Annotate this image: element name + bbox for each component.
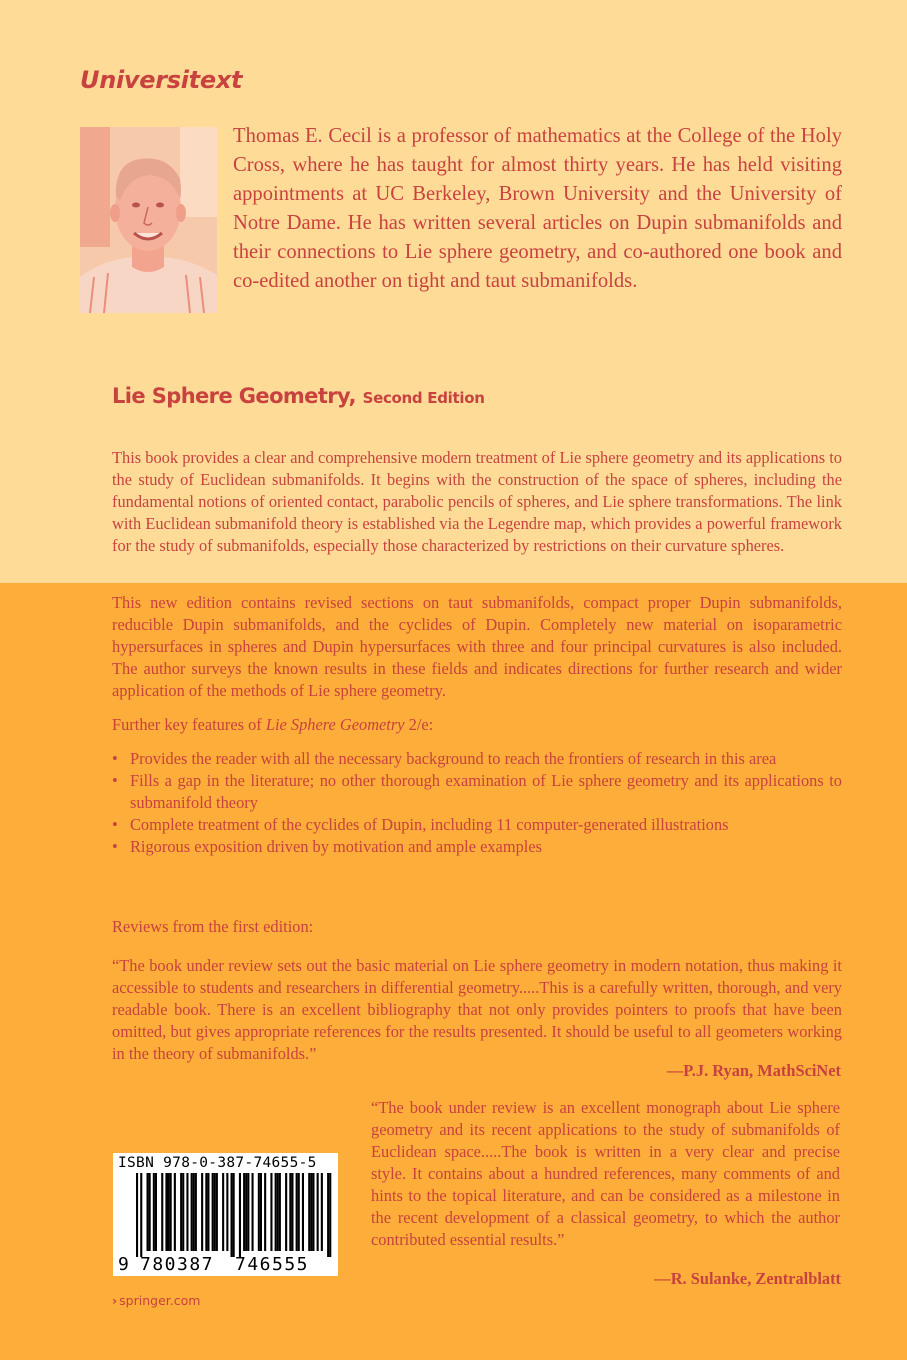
- barcode-bar: [312, 1173, 314, 1251]
- feature-item: • Provides the reader with all the necessary background to reach the frontiers of research in this area: [112, 748, 842, 770]
- barcode-bar: [136, 1173, 138, 1257]
- barcode-bar: [226, 1173, 228, 1251]
- feature-item: • Complete treatment of the cyclides of Dupin, including 11 computer-generated illustrations: [112, 814, 842, 836]
- barcode-bar: [247, 1173, 249, 1251]
- barcode-bar: [285, 1173, 287, 1251]
- barcode-bar: [207, 1173, 209, 1251]
- barcode-bar: [186, 1173, 188, 1251]
- barcode-bar: [231, 1173, 233, 1257]
- book-title: [112, 384, 485, 408]
- publisher-link[interactable]: [112, 1293, 200, 1308]
- chevron-right-icon: ›: [112, 1293, 118, 1308]
- barcode-left-digits: 780387: [140, 1254, 215, 1275]
- barcode-bars: [116, 1173, 335, 1258]
- barcode-bar: [239, 1173, 241, 1257]
- barcode-bar: [289, 1173, 291, 1251]
- barcode-bar: [193, 1173, 195, 1251]
- review-2-attribution: —R. Sulanke, Zentralblatt: [654, 1269, 841, 1288]
- barcode-bar: [327, 1173, 329, 1257]
- barcode-bar: [205, 1173, 207, 1251]
- features-suffix: 2/e:: [408, 715, 434, 734]
- book-title-text: Lie Sphere Geometry,: [112, 384, 356, 408]
- barcode-bar: [329, 1173, 331, 1257]
- series-name: Universitext: [80, 66, 243, 94]
- barcode-bar: [264, 1173, 266, 1251]
- barcode-bar: [277, 1173, 279, 1251]
- barcode-bar: [321, 1173, 323, 1251]
- barcode-bar: [182, 1173, 184, 1251]
- barcode-bar: [296, 1173, 298, 1251]
- barcode-bar: [252, 1173, 254, 1251]
- barcode-bar: [165, 1173, 167, 1251]
- barcode-bar: [214, 1173, 216, 1251]
- features-book-title: Lie Sphere Geometry: [265, 715, 405, 734]
- barcode-right-digits: 746555: [235, 1254, 310, 1275]
- barcode-bar: [317, 1173, 319, 1251]
- barcode-bar: [243, 1173, 245, 1251]
- review-1-attribution: —P.J. Ryan, MathSciNet: [666, 1061, 841, 1080]
- barcode-bar: [140, 1173, 142, 1257]
- reviews-heading: Reviews from the first edition:: [112, 917, 314, 936]
- author-bio: Thomas E. Cecil is a professor of mathematics at the College of the Holy Cross, where he has taught for almost thirty years. He has held visiting appointments at UC Berkeley, Brown University and the University of Notre Dame. He has written several articles on Dupin submanifolds and their connections to Lie sphere geometry, and co-authored one book and co-edited another on tight and taut submanifolds.: [233, 125, 842, 292]
- barcode-bar: [191, 1173, 193, 1251]
- barcode-bar: [201, 1173, 203, 1251]
- barcode-bar: [155, 1173, 157, 1251]
- barcode-bar: [168, 1173, 170, 1251]
- barcode-bar: [260, 1173, 262, 1251]
- barcode-bar: [275, 1173, 277, 1251]
- barcode-bar: [258, 1173, 260, 1251]
- features-list: [112, 748, 842, 858]
- barcode-bar: [279, 1173, 281, 1251]
- features-intro-text: Further key features of: [112, 715, 262, 734]
- book-edition: Second Edition: [362, 389, 485, 407]
- barcode-bar: [310, 1173, 312, 1251]
- barcode-bar: [291, 1173, 293, 1251]
- barcode-bar: [298, 1173, 300, 1251]
- barcode-bar: [270, 1173, 272, 1251]
- barcode-bar: [174, 1173, 176, 1251]
- publisher-url: springer.com: [119, 1293, 201, 1308]
- barcode-bar: [233, 1173, 235, 1257]
- review-1-text: “The book under review sets out the basic material on Lie sphere geometry in modern notation, thus making it accessible to students and researchers in differential geometry.....This is a carefully written, thorough, and very readable book. There is an excellent bibliography that not only provides pointers to proofs that have been omitted, but gives appropriate references for the results presented. It should be useful to all geometers working in the theory of submanifolds.”: [112, 956, 842, 1063]
- barcode-bar: [161, 1173, 163, 1251]
- description-paragraph-2: This new edition contains revised sections on taut submanifolds, compact proper Dupin submanifolds, reducible Dupin submanifolds, and the cyclides of Dupin. Completely new material on isoparametric hypersurfaces in spheres and Dupin hypersurfaces with three and four principal curvatures is also included. The author surveys the known results in these fields and indicates directions for further research and wider application of the methods of Lie sphere geometry.: [112, 593, 842, 700]
- review-2-text: “The book under review is an excellent monograph about Lie sphere geometry and its recent applications to the study of submanifolds of Euclidean space.....The book is written in a very clear and precise style. It contains about a hundred references, many comments of and hints to the topical literature, and can be considered as a milestone in the recent development of a classical geometry, to which the author contributed essential results.”: [371, 1098, 840, 1249]
- isbn-label: ISBN 978-0-387-74655-5: [118, 1155, 317, 1171]
- barcode-bar: [153, 1173, 155, 1251]
- barcode-bar: [222, 1173, 224, 1251]
- barcode-bar: [149, 1173, 151, 1251]
- barcode-bar: [195, 1173, 197, 1251]
- barcode-bar: [212, 1173, 214, 1251]
- description-paragraph-1: This book provides a clear and comprehensive modern treatment of Lie sphere geometry and its applications to the study of Euclidean submanifolds. It begins with the construction of the space of spheres, including the fundamental notions of oriented contact, parabolic pencils of spheres, and Lie sphere transformations. The link with Euclidean submanifold theory is established via the Legendre map, which provides a powerful framework for the study of submanifolds, especially those characterized by restrictions on their curvature spheres.: [112, 448, 842, 555]
- barcode-bar: [180, 1173, 182, 1251]
- barcode-bar: [302, 1173, 304, 1251]
- features-intro: [112, 714, 842, 736]
- barcode-bar: [147, 1173, 149, 1251]
- feature-item: • Rigorous exposition driven by motivation and ample examples: [112, 836, 842, 858]
- barcode-bar: [308, 1173, 310, 1251]
- author-photo: [80, 127, 217, 313]
- feature-item: • Fills a gap in the literature; no other thorough examination of Lie sphere geometry and its applications to submanifold theory: [112, 770, 842, 814]
- barcode-first-digit: 9: [118, 1254, 131, 1275]
- barcode-bar: [170, 1173, 172, 1251]
- barcode-bar: [216, 1173, 218, 1251]
- barcode-bar: [245, 1173, 247, 1251]
- isbn-barcode: [113, 1153, 338, 1276]
